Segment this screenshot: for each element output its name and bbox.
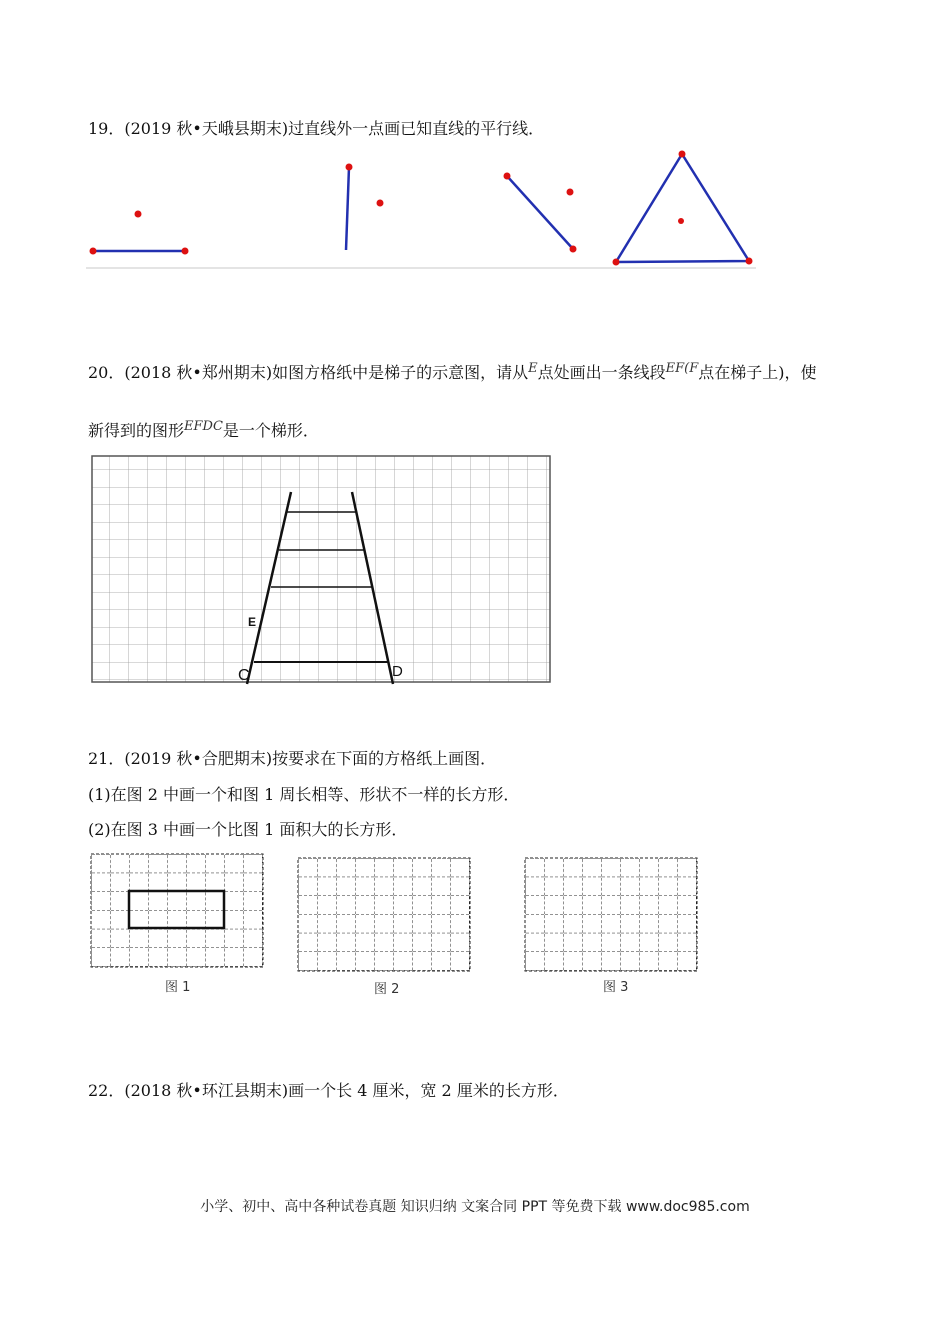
- q21-source: (2019 秋•合肥期末): [124, 749, 273, 768]
- q20-number: 20．: [88, 363, 125, 382]
- question-21: [88, 748, 496, 770]
- question-22: [88, 1080, 569, 1102]
- question-19: [88, 118, 544, 140]
- grid-figure-3: [523, 856, 699, 974]
- q20-text-a: 如图方格纸中是梯子的示意图，请从: [272, 363, 529, 382]
- q19-text: 过直线外一点画已知直线的平行线．: [288, 119, 545, 138]
- q19-point: [377, 200, 384, 207]
- q22-text: 画一个长 4 厘米，宽 2 厘米的长方形．: [288, 1081, 569, 1100]
- question-20: [88, 362, 817, 386]
- q20-line2-b: 是一个梯形．: [222, 421, 319, 440]
- q19-point: [678, 218, 684, 224]
- q20-var-e: E: [528, 361, 538, 376]
- q19-figure: [80, 145, 770, 275]
- q19-endpoint: [346, 164, 353, 171]
- footer-text: 小学、初中、高中各种试卷真题 知识归纳 文案合同 PPT 等免费下载 www.doc985.com: [200, 1199, 750, 1215]
- q20-line2-a: 新得到的图形: [88, 421, 185, 440]
- q19-point: [135, 211, 142, 218]
- q19-endpoint: [182, 248, 189, 255]
- q19-endpoint: [570, 246, 577, 253]
- q20-var-ef: EF(F: [665, 361, 699, 376]
- q20-source: (2018 秋•郑州期末): [124, 363, 273, 382]
- q20-text-b: 点处画出一条线段: [537, 363, 666, 382]
- q19-vertex: [613, 259, 620, 266]
- q19-triangle: [616, 154, 749, 262]
- q20-text-c: 点在梯子上)，使: [698, 363, 817, 382]
- question-20-line2: [88, 420, 319, 444]
- q19-source: (2019 秋•天峨县期末): [124, 119, 289, 138]
- q19-endpoint: [504, 173, 511, 180]
- q19-number: 19．: [88, 119, 125, 138]
- q19-line-2: [346, 167, 349, 250]
- q22-source: (2018 秋•环江县期末): [124, 1081, 289, 1100]
- q22-number: 22．: [88, 1081, 125, 1100]
- caption-fig-3: 图 3: [603, 980, 629, 995]
- ladder-grid-figure: [90, 452, 554, 686]
- grid-figure-1: [89, 852, 265, 970]
- q19-vertex: [679, 151, 686, 158]
- q21-text: 按要求在下面的方格纸上画图．: [272, 749, 497, 768]
- label-d: D: [392, 663, 403, 680]
- label-e: E: [248, 615, 257, 629]
- grid-figure-2: [296, 856, 472, 974]
- q21-item-2: (2)在图 3 中画一个比图 1 面积大的长方形．: [88, 820, 408, 839]
- q21-item-1: (1)在图 2 中画一个和图 1 周长相等、形状不一样的长方形．: [88, 785, 520, 804]
- q19-point: [567, 189, 574, 196]
- q21-number: 21．: [88, 749, 125, 768]
- q19-endpoint: [90, 248, 97, 255]
- q19-vertex: [746, 258, 753, 265]
- q19-line-3: [507, 176, 573, 249]
- caption-fig-1: 图 1: [165, 980, 191, 995]
- label-c: C: [238, 667, 250, 684]
- q20-var-efdc: EFDC: [184, 419, 223, 434]
- caption-fig-2: 图 2: [374, 982, 400, 997]
